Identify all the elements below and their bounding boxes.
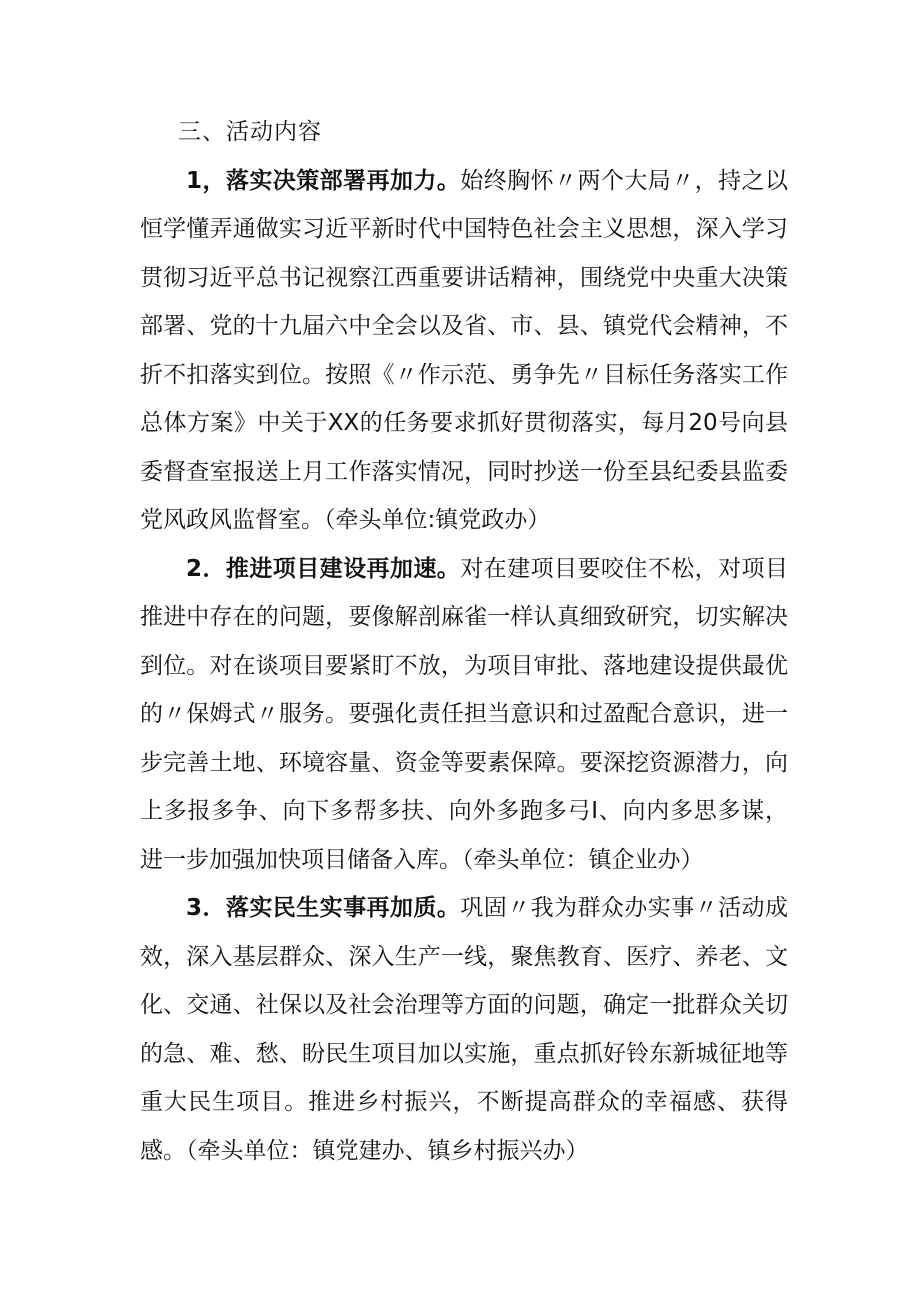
paragraph-2 [140,545,788,885]
paragraph-3-lead: 3．落实民生实事再加质。 [186,895,461,921]
document-body [140,108,788,1175]
paragraph-1-lead: 1，落实决策部署再加力。 [186,167,461,194]
paragraph-3 [140,884,788,1175]
paragraph-2-body: 对在建项目要咬住不松，对项目推进中存在的问题，要像解剖麻雀一样认真细致研究，切实解决到位。对在谈项目要紧盯不放，为项目审批、落地建设提供最优的〃保姆式〃服务。要强化责任担当意识和过盈配合意识，进一步完善土地、环境容量、资金等要素保障。要深挖资源潜力，向上多报多争、向下多帮多扶、向外多跑多弓I、向内多思多谋，进一步加强加快项目储备入库。（牵头单位：镇企业办） [140,555,788,873]
paragraph-2-lead: 2．推进项目建设再加速。 [186,555,461,582]
paragraph-3-body: 巩固〃我为群众办实事〃活动成效，深入基层群众、深入生产一线，聚焦教育、医疗、养老、文化、交通、社保以及社会治理等方面的问题，确定一批群众关切的急、难、愁、盼民生项目加以实施，重点抓好铃东新城征地等重大民生项目。推进乡村振兴，不断提高群众的幸福感、获得感。（牵头单位：镇党建办、镇乡村振兴办） [140,895,788,1164]
paragraph-1-body: 始终胸怀〃两个大局〃，持之以恒学懂弄通做实习近平新时代中国特色社会主义思想，深入学习贯彻习近平总书记视察江西重要讲话精神，围绕党中央重大决策部署、党的十九届六中全会以及省、市、县、镇党代会精神，不折不扣落实到位。按照《〃作示范、勇争先〃目标任务落实工作总体方案》中关于XX的任务要求抓好贯彻落实，每月20号向县委督查室报送上月工作落实情况，同时抄送一份至县纪委县监委党风政风监督室。（牵头单位:镇党政办） [140,167,788,533]
paragraph-1 [140,157,788,545]
section-heading: 三、活动内容 [178,119,322,145]
